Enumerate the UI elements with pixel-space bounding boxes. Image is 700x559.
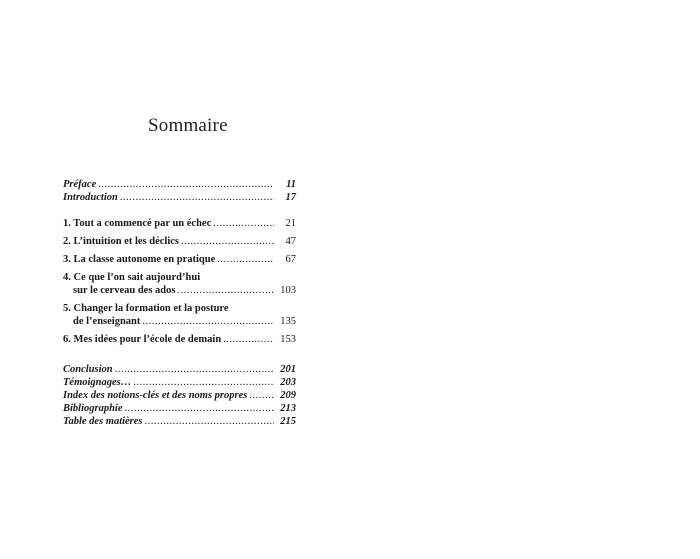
dot-leader	[125, 402, 274, 415]
toc-entry-bibliographie[interactable]	[63, 402, 296, 415]
toc-page-number: 103	[280, 285, 296, 296]
toc-entry-label: 3. La classe autonome en pratique	[63, 254, 216, 265]
toc-entry-label: Table des matières	[63, 416, 143, 427]
toc-page-number: 153	[280, 334, 296, 345]
dot-leader	[145, 415, 274, 428]
dot-leader	[120, 191, 274, 204]
dot-leader	[142, 315, 274, 328]
toc-page-number: 67	[285, 254, 296, 265]
dot-leader	[133, 376, 274, 389]
toc-page-number: 47	[285, 236, 296, 247]
dot-leader	[181, 235, 274, 248]
toc-entry-table-des-matieres[interactable]	[63, 415, 296, 428]
toc-entry-label: de l’enseignant	[73, 316, 141, 327]
toc-page-number: 135	[280, 316, 296, 327]
toc-entry-label-line1: 5. Changer la formation et la posture	[63, 303, 229, 314]
toc-entry-label: 2. L’intuition et les déclics	[63, 236, 179, 247]
toc-entry-chapter-4[interactable]	[63, 271, 296, 297]
toc-entry-chapter-2[interactable]	[63, 235, 296, 248]
toc-entry-chapter-1[interactable]	[63, 217, 296, 230]
dot-leader	[115, 363, 274, 376]
toc-entry-label: Introduction	[63, 192, 118, 203]
dot-leader	[223, 333, 274, 346]
toc-entry-label: 1. Tout a commencé par un échec	[63, 218, 212, 229]
page-title: Sommaire	[148, 115, 228, 136]
toc-entry-chapter-6[interactable]	[63, 333, 296, 346]
toc-entry-label: 6. Mes idées pour l’école de demain	[63, 334, 222, 345]
toc-entry-conclusion[interactable]	[63, 363, 296, 376]
toc-entry-label: Conclusion	[63, 364, 113, 375]
dot-leader	[177, 284, 274, 297]
dot-leader	[217, 253, 274, 266]
toc-page-number: 201	[280, 364, 296, 375]
toc-page-number: 11	[286, 179, 296, 190]
toc-page-number: 17	[285, 192, 296, 203]
toc-entry-label: Témoignages…	[63, 377, 132, 388]
toc-entry-label: Préface	[63, 179, 97, 190]
toc-entry-label-line1: 4. Ce que l’on sait aujourd’hui	[63, 272, 201, 283]
toc-entry-introduction[interactable]	[63, 191, 296, 204]
dot-leader	[98, 178, 274, 191]
toc-entry-label: Index des notions-clés et des noms propres	[63, 390, 248, 401]
toc-entry-chapter-3[interactable]	[63, 253, 296, 266]
toc-page-number: 209	[280, 390, 296, 401]
table-of-contents	[63, 178, 296, 428]
toc-entry-index[interactable]	[63, 389, 296, 402]
toc-page-number: 215	[280, 416, 296, 427]
dot-leader	[213, 217, 274, 230]
toc-page-number: 213	[280, 403, 296, 414]
dot-leader	[249, 389, 274, 402]
toc-entry-label: Bibliographie	[63, 403, 123, 414]
toc-page-number: 203	[280, 377, 296, 388]
toc-entry-chapter-5[interactable]	[63, 302, 296, 328]
toc-entry-temoignages[interactable]	[63, 376, 296, 389]
toc-entry-label: sur le cerveau des ados	[73, 285, 176, 296]
toc-entry-preface[interactable]	[63, 178, 296, 191]
toc-page-number: 21	[285, 218, 296, 229]
